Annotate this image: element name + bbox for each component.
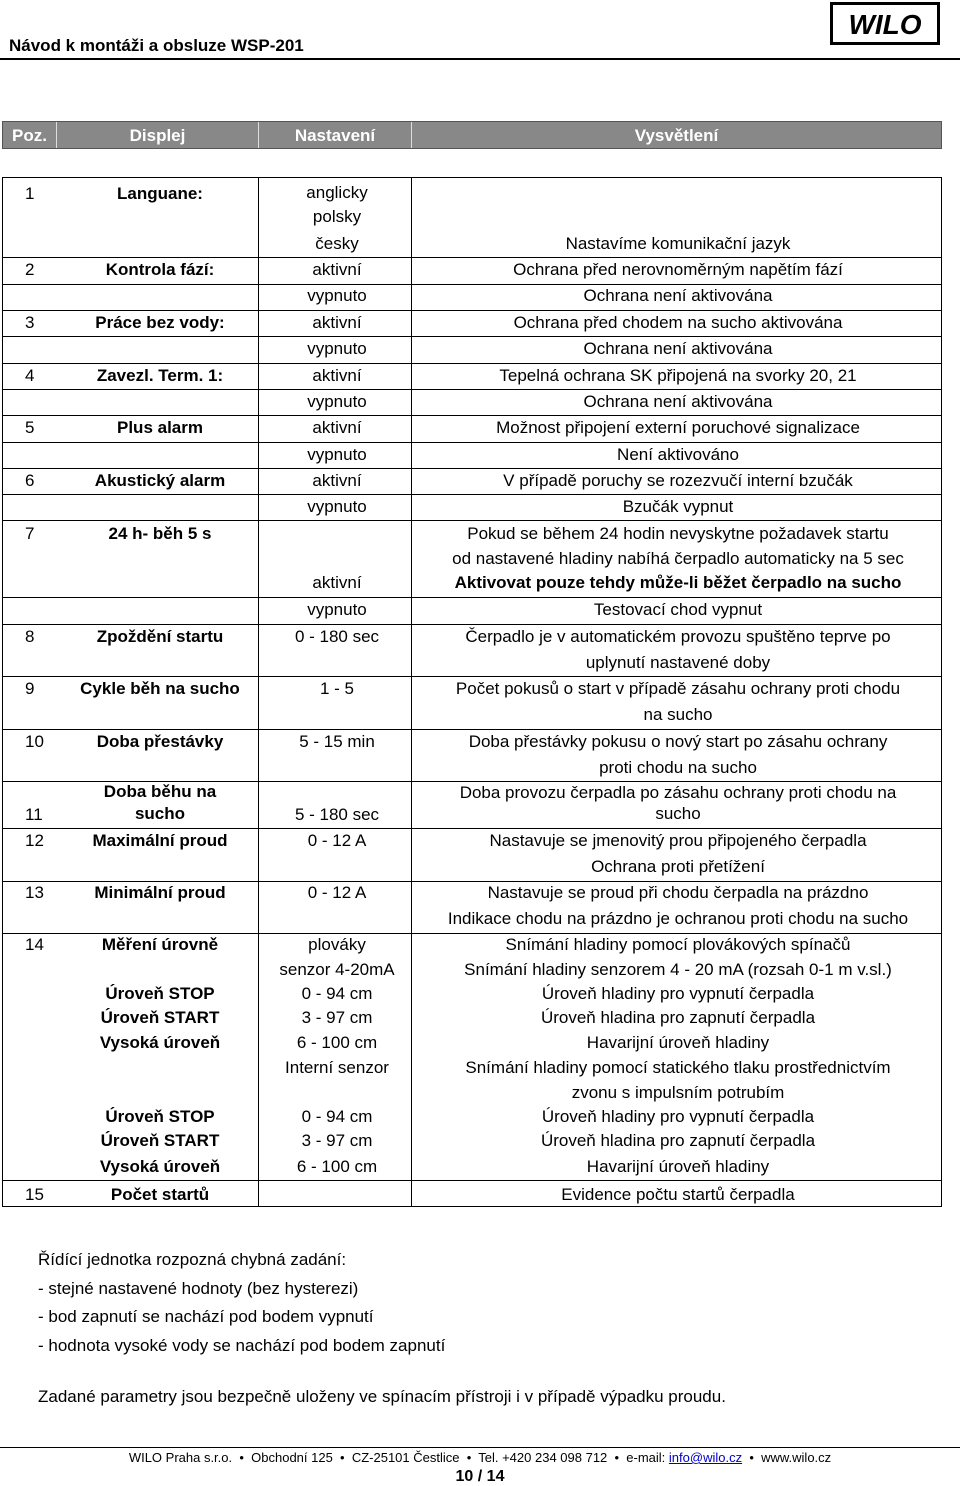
row-7-setting-2: vypnuto <box>307 600 367 619</box>
row-14-label-8: Úroveň STOP <box>105 1107 215 1126</box>
footer-address: Obchodní 125 <box>251 1450 333 1465</box>
row-14-explanation-3: Úroveň hladiny pro vypnutí čerpadla <box>541 984 815 1003</box>
row-13-setting: 0 - 12 A <box>307 883 367 902</box>
row-10-setting: 5 - 15 min <box>299 732 375 751</box>
row-2-setting-2: vypnuto <box>307 286 367 305</box>
footer-email-link[interactable]: info@wilo.cz <box>668 1450 743 1465</box>
col-vysvetleni: Vysvětlení <box>634 126 719 145</box>
row-14-label-10: Vysoká úroveň <box>99 1157 221 1176</box>
row-7-explanation-1: Pokud se během 24 hodin nevyskytne požadavek startu <box>467 524 889 543</box>
row-15-num: 15 <box>25 1185 44 1204</box>
row-3-explanation-2: Ochrana není aktivována <box>583 339 773 358</box>
row-13-num: 13 <box>25 883 44 902</box>
row-11-explanation-1: Doba provozu čerpadla po zásahu ochrany proti chodu na <box>459 783 897 802</box>
footer: WILO Praha s.r.o. • Obchodní 125 • CZ-25101 Čestlice • Tel. +420 234 098 712 • e-mail: info@wilo.cz • www.wilo.cz <box>128 1450 832 1465</box>
row-1-explanation: Nastavíme komunikační jazyk <box>565 234 791 253</box>
row-12-label: Maximální proud <box>92 831 228 850</box>
row-14-setting-1: plováky <box>308 935 366 954</box>
row-8-num: 8 <box>25 627 35 646</box>
row-4-explanation-1: Tepelná ochrana SK připojená na svorky 20, 21 <box>499 366 857 385</box>
row-14-label-5: Vysoká úroveň <box>99 1033 221 1052</box>
row-4-num: 4 <box>25 366 35 385</box>
row-14-explanation-8: Úroveň hladiny pro vypnutí čerpadla <box>541 1107 815 1126</box>
row-2-explanation-1: Ochrana před nerovnoměrným napětím fází <box>513 260 843 279</box>
row-8-setting: 0 - 180 sec <box>294 627 380 646</box>
row-2-num: 2 <box>25 260 35 279</box>
row-3-setting-1: aktivní <box>312 313 362 332</box>
footer-city: CZ-25101 Čestlice <box>351 1450 460 1465</box>
row-4-setting-1: aktivní <box>312 366 362 385</box>
footer-web: www.wilo.cz <box>761 1450 832 1465</box>
row-5-explanation-2: Není aktivováno <box>617 445 739 464</box>
row-5-num: 5 <box>25 418 35 437</box>
row-9-label: Cykle běh na sucho <box>80 679 240 698</box>
row-1-setting-3: česky <box>315 234 359 253</box>
row-14-setting-8: 0 - 94 cm <box>301 1107 373 1126</box>
row-14-setting-4: 3 - 97 cm <box>301 1008 373 1027</box>
row-2-explanation-2: Ochrana není aktivována <box>583 286 773 305</box>
header-rule <box>0 58 960 60</box>
row-1-label: Languane: <box>117 184 203 203</box>
row-10-label: Doba přestávky <box>96 732 224 751</box>
row-3-num: 3 <box>25 313 35 332</box>
footer-tel: Tel. +420 234 098 712 <box>478 1450 608 1465</box>
row-7-label: 24 h- běh 5 s <box>108 524 212 543</box>
row-14-setting-3: 0 - 94 cm <box>301 984 373 1003</box>
row-5-explanation-1: Možnost připojení externí poruchové signalizace <box>496 418 860 437</box>
row-14-explanation-4: Úroveň hladina pro zapnutí čerpadla <box>540 1008 816 1027</box>
footer-company: WILO Praha s.r.o. <box>128 1450 233 1465</box>
row-8-explanation-1: Čerpadlo je v automatickém provozu spuštěno teprve po <box>465 627 891 646</box>
row-9-setting: 1 - 5 <box>319 679 355 698</box>
row-2-setting-1: aktivní <box>312 260 362 279</box>
logo-text: WILO <box>848 8 922 39</box>
row-14-explanation-5: Havarijní úroveň hladiny <box>586 1033 770 1052</box>
row-14-setting-6: Interní senzor <box>285 1058 389 1077</box>
row-14-label-4: Úroveň START <box>100 1008 220 1027</box>
notes-item-2: - bod zapnutí se nachází pod bodem vypnutí <box>38 1307 374 1326</box>
row-12-num: 12 <box>25 831 44 850</box>
row-14-explanation-7: zvonu s impulsním potrubím <box>571 1083 785 1102</box>
row-14-setting-5: 6 - 100 cm <box>296 1033 378 1052</box>
row-7-explanation-3: Aktivovat pouze tehdy může-li běžet čerpadlo na sucho <box>454 573 902 592</box>
notes-intro: Řídící jednotka rozpozná chybná zadání: <box>38 1250 347 1269</box>
row-12-explanation-2: Ochrana proti přetížení <box>591 857 765 876</box>
row-14-setting-2: senzor 4-20mA <box>279 960 395 979</box>
row-12-setting: 0 - 12 A <box>307 831 367 850</box>
row-9-explanation-2: na sucho <box>643 705 713 724</box>
page-number: 10 / 14 <box>455 1468 505 1485</box>
row-14-setting-9: 3 - 97 cm <box>301 1131 373 1150</box>
row-7-setting-1: aktivní <box>312 573 362 592</box>
row-1-num: 1 <box>25 184 35 203</box>
row-10-explanation-2: proti chodu na sucho <box>599 758 757 777</box>
row-8-explanation-2: uplynutí nastavené doby <box>585 653 771 672</box>
row-12-explanation-1: Nastavuje se jmenovitý prou připojeného čerpadla <box>489 831 867 850</box>
footer-rule <box>0 1447 960 1448</box>
row-6-explanation-1: V případě poruchy se rozezvučí interní bzučák <box>503 471 853 490</box>
row-3-label: Práce bez vody: <box>95 313 225 332</box>
row-6-setting-2: vypnuto <box>307 497 367 516</box>
row-5-label: Plus alarm <box>117 418 203 437</box>
row-5-setting-2: vypnuto <box>307 445 367 464</box>
row-7-num: 7 <box>25 524 35 543</box>
row-1-setting-2: polsky <box>312 207 362 226</box>
col-displej: Displej <box>57 122 259 148</box>
wilo-logo <box>830 2 940 45</box>
row-14-label-3: Úroveň STOP <box>105 984 215 1003</box>
table-header <box>2 121 942 149</box>
row-3-explanation-1: Ochrana před chodem na sucho aktivována <box>513 313 843 332</box>
row-14-num: 14 <box>25 935 44 954</box>
row-6-label: Akustický alarm <box>94 471 226 490</box>
row-13-explanation-1: Nastavuje se proud při chodu čerpadla na prázdno <box>487 883 869 902</box>
row-4-setting-2: vypnuto <box>307 392 367 411</box>
row-15-label: Počet startů <box>110 1185 210 1204</box>
row-1-setting-1: anglicky <box>306 183 368 202</box>
notes-item-1: - stejné nastavené hodnoty (bez hysterezi) <box>38 1279 359 1298</box>
col-poz: Poz. <box>3 122 57 148</box>
row-13-explanation-2: Indikace chodu na prázdno je ochranou proti chodu na sucho <box>447 909 909 928</box>
notes-final: Zadané parametry jsou bezpečně uloženy ve spínacím přístroji i v případě výpadku proudu. <box>38 1387 726 1406</box>
row-3-setting-2: vypnuto <box>307 339 367 358</box>
row-7-explanation-4: Testovací chod vypnut <box>593 600 763 619</box>
row-14-label: Měření úrovně <box>101 935 219 954</box>
notes-item-3: - hodnota vysoké vody se nachází pod bodem zapnutí <box>38 1336 446 1355</box>
row-4-explanation-2: Ochrana není aktivována <box>583 392 773 411</box>
row-11-label-1: Doba běhu na <box>103 782 217 801</box>
row-9-num: 9 <box>25 679 35 698</box>
row-13-label: Minimální proud <box>94 883 226 902</box>
col-nastaveni: Nastavení <box>259 122 412 148</box>
row-11-label-2: sucho <box>134 804 186 823</box>
row-14-explanation-9: Úroveň hladina pro zapnutí čerpadla <box>540 1131 816 1150</box>
settings-table <box>2 177 942 1207</box>
document-title: Návod k montáži a obsluze WSP-201 <box>9 36 304 55</box>
row-14-explanation-1: Snímání hladiny pomocí plovákových spínačů <box>505 935 851 954</box>
row-6-explanation-2: Bzučák vypnut <box>622 497 734 516</box>
row-10-explanation-1: Doba přestávky pokusu o nový start po zásahu ochrany <box>468 732 888 751</box>
row-6-num: 6 <box>25 471 35 490</box>
row-14-explanation-10: Havarijní úroveň hladiny <box>586 1157 770 1176</box>
row-4-label: Zavezl. Term. 1: <box>96 366 224 385</box>
row-7-explanation-2: od nastavené hladiny nabíhá čerpadlo automaticky na 5 sec <box>452 549 904 568</box>
row-15-explanation: Evidence počtu startů čerpadla <box>561 1185 795 1204</box>
row-8-label: Zpoždění startu <box>96 627 224 646</box>
row-2-label: Kontrola fází: <box>105 260 215 279</box>
row-11-explanation-2: sucho <box>655 804 701 823</box>
row-14-setting-10: 6 - 100 cm <box>296 1157 378 1176</box>
row-11-num: 11 <box>25 805 43 824</box>
footer-email-label: e-mail: <box>626 1450 666 1465</box>
row-9-explanation-1: Počet pokusů o start v případě zásahu ochrany proti chodu <box>455 679 901 698</box>
row-14-explanation-2: Snímání hladiny senzorem 4 - 20 mA (rozsah 0-1 m v.sl.) <box>464 960 892 979</box>
row-14-label-9: Úroveň START <box>100 1131 220 1150</box>
row-11-setting: 5 - 180 sec <box>294 805 380 824</box>
row-10-num: 10 <box>25 732 44 751</box>
row-5-setting-1: aktivní <box>312 418 362 437</box>
row-14-explanation-6: Snímání hladiny pomocí statického tlaku prostřednictvím <box>465 1058 891 1077</box>
row-6-setting-1: aktivní <box>312 471 362 490</box>
